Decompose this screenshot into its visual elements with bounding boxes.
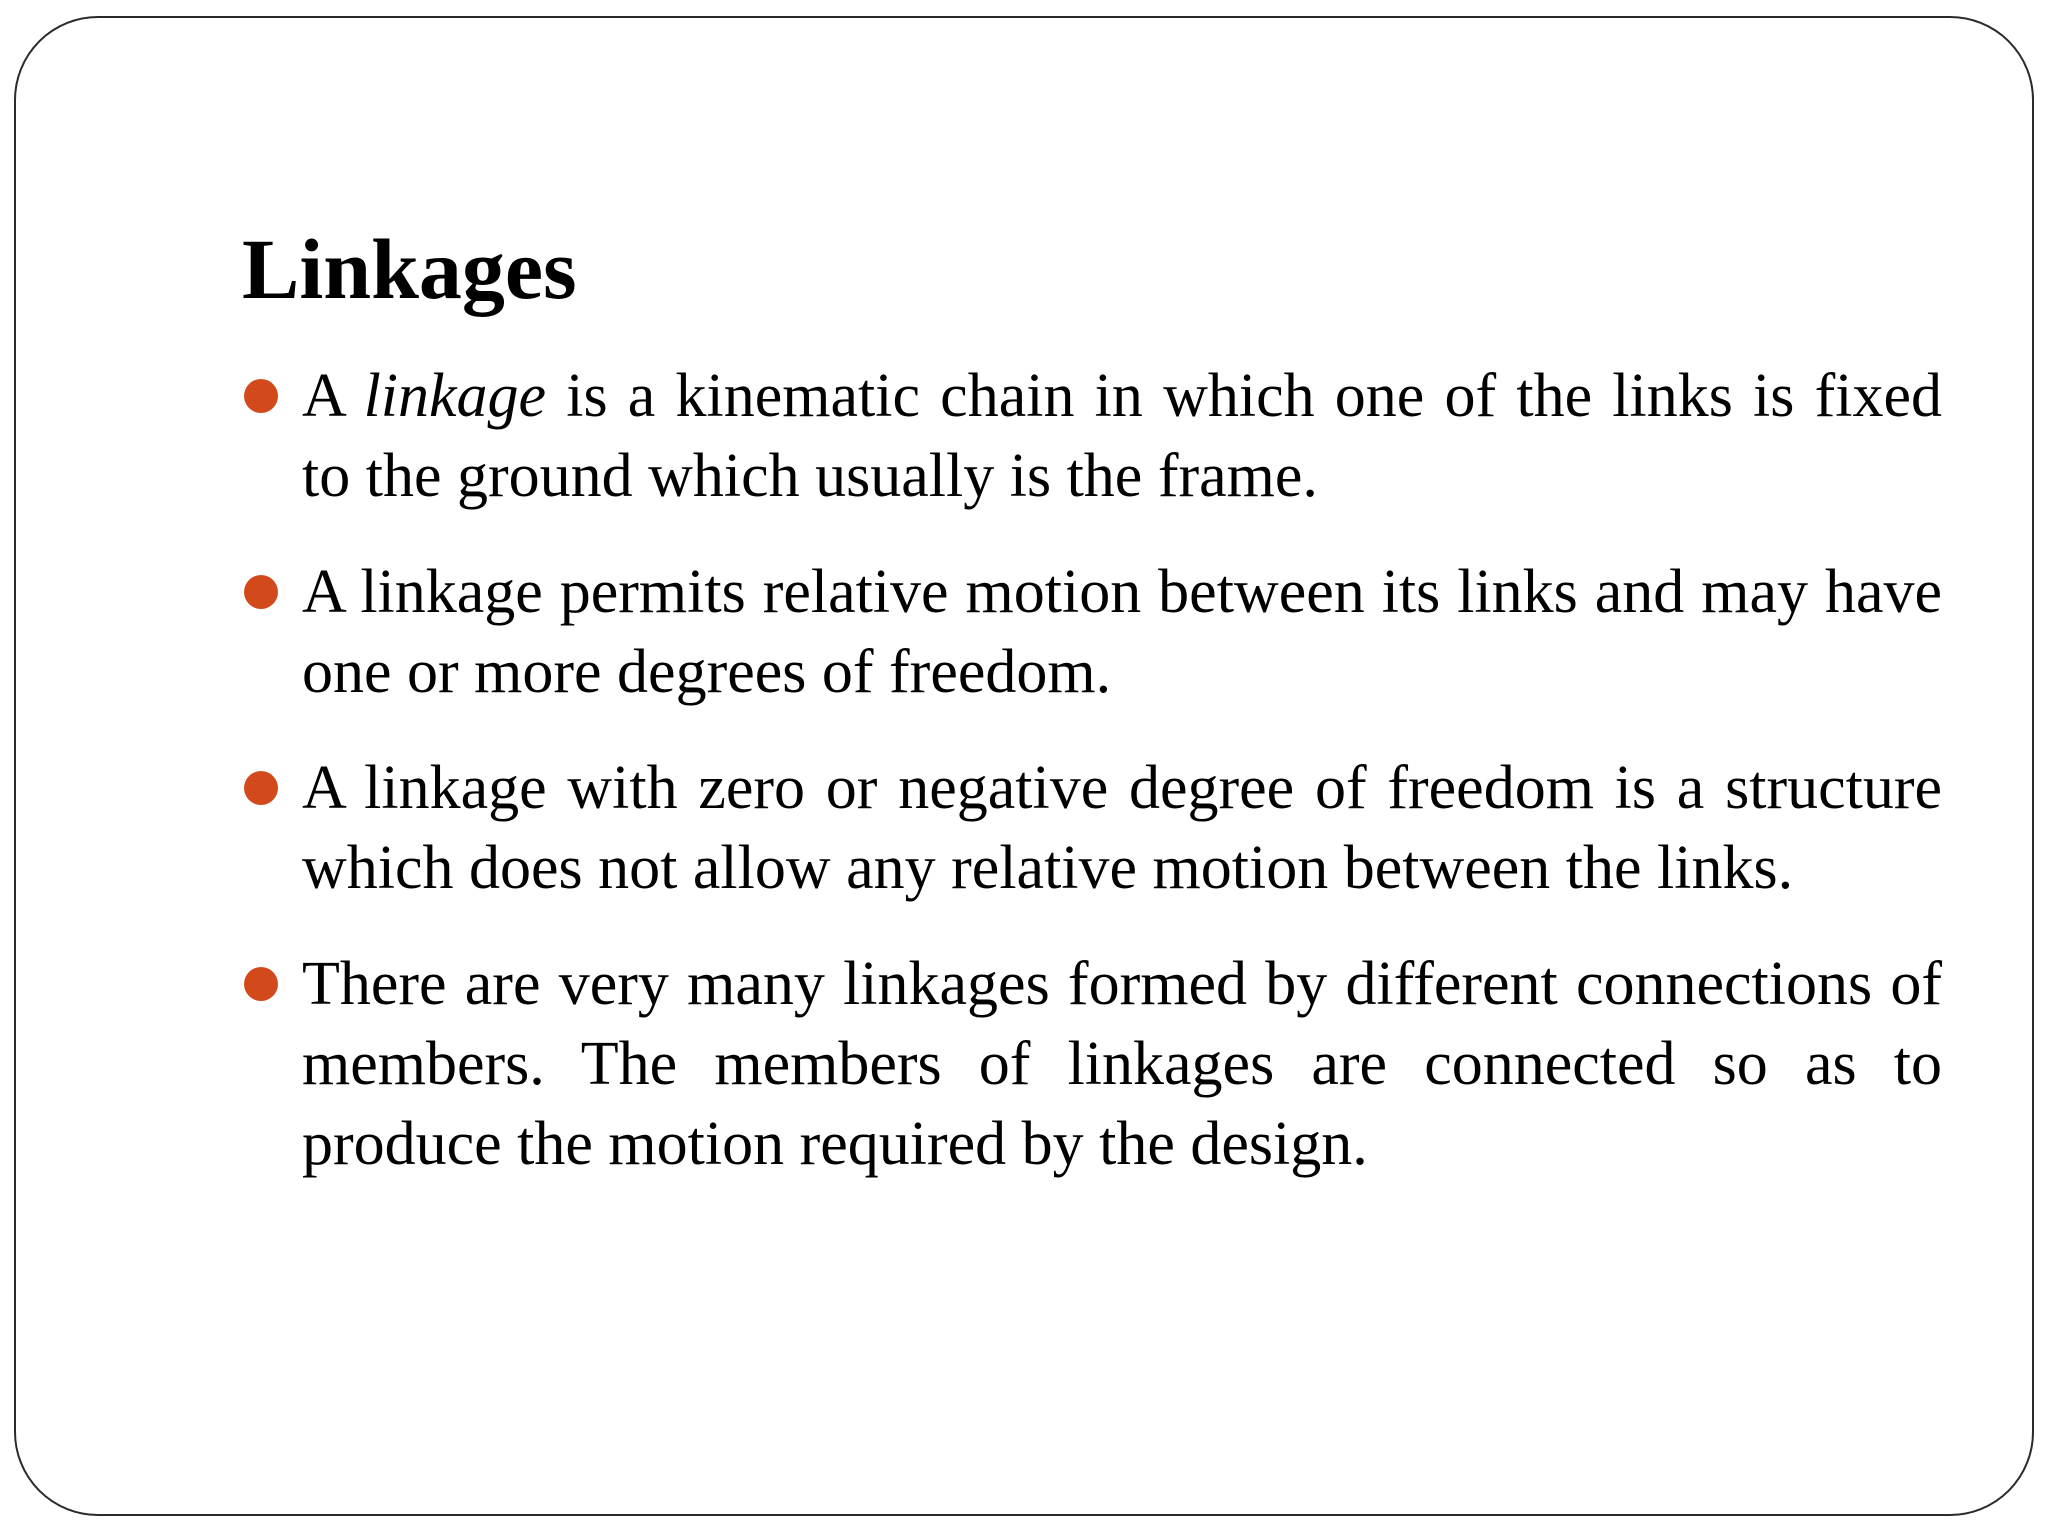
slide-title: Linkages [242, 221, 577, 317]
bullet-text: A linkage permits relative motion between its links and may have one or more degrees of freedom. [302, 558, 1942, 706]
bullet-list [242, 356, 1942, 1220]
bullet-item [242, 748, 1942, 908]
bullet-item [242, 552, 1942, 712]
bullet-dot-icon [244, 967, 278, 1001]
bullet-dot-icon [244, 575, 278, 609]
bullet-dot-icon [244, 771, 278, 805]
bullet-item [242, 944, 1942, 1184]
bullet-text-suffix: is a kinematic chain in which one of the links is fixed to the ground which usually is the frame. [302, 362, 1942, 510]
bullet-text-prefix: A [302, 362, 364, 430]
bullet-text: A linkage with zero or negative degree of freedom is a structure which does not allow any relative motion between the links. [302, 754, 1942, 902]
bullet-item [242, 356, 1942, 516]
bullet-text-emphasis: linkage [363, 362, 547, 430]
bullet-dot-icon [244, 379, 278, 413]
bullet-text: There are very many linkages formed by different connections of members. The members of linkages are connected so as to produce the motion required by the design. [302, 950, 1942, 1178]
slide [14, 16, 2034, 1516]
